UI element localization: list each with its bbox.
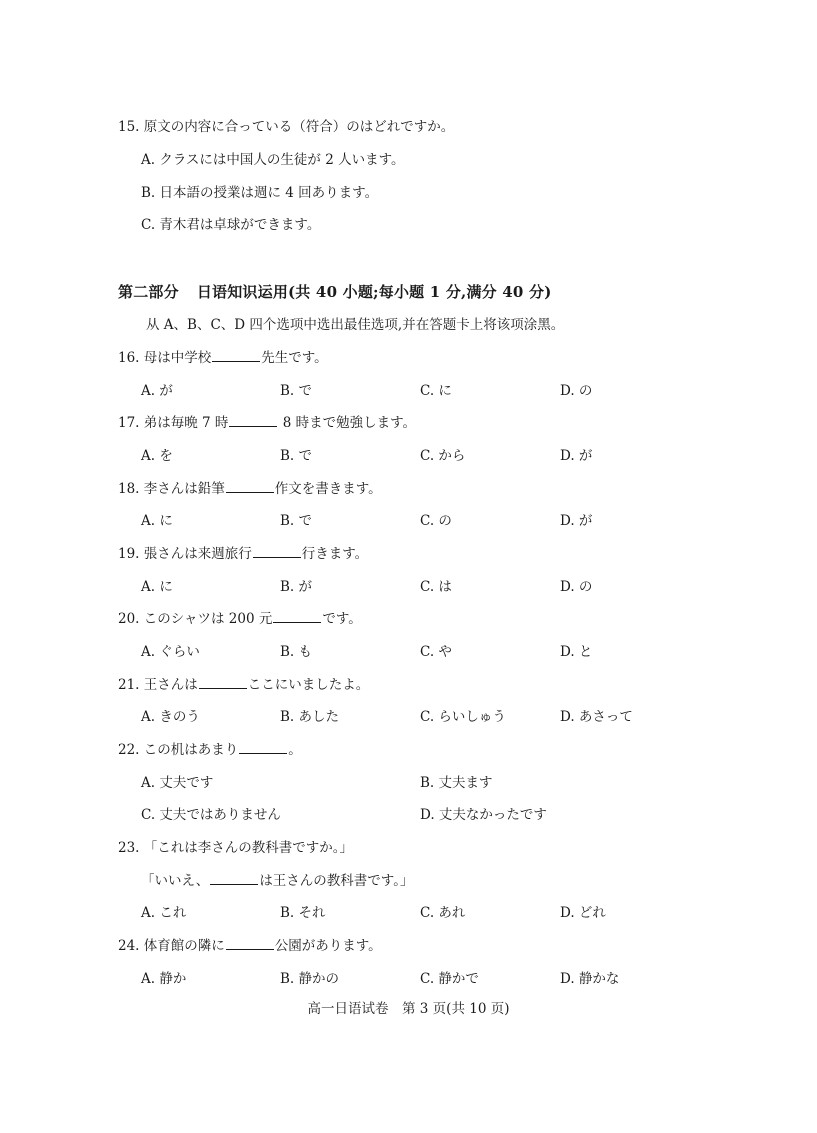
q24-stem: 24. 体育館の隣に 公園があります。 — [118, 938, 382, 954]
q24-option-c: C. 静かで — [420, 971, 479, 987]
answer-blank — [226, 937, 274, 950]
q16-stem: 16. 母は中学校 先生です。 — [118, 350, 328, 366]
q19-stem: 19. 張さんは来週旅行 行きます。 — [118, 546, 369, 562]
q21-option-c: C. らいしゅう — [420, 709, 506, 725]
q22-stem: 22. この机はあまり 。 — [118, 742, 302, 758]
q19-option-d: D. の — [560, 579, 593, 595]
section-title-left: 第二部分 — [118, 283, 179, 301]
q17-option-d: D. が — [560, 448, 593, 464]
section-title — [118, 282, 552, 302]
q24-option-b: B. 静かの — [280, 971, 340, 987]
answer-blank — [212, 349, 260, 362]
q16-option-c: C. に — [420, 383, 452, 399]
section-instruction: 从 A、B、C、D 四个选项中选出最佳选项,并在答题卡上将该项涂黑。 — [146, 317, 565, 333]
q22-option-a: A. 丈夫です — [141, 775, 214, 791]
q20-option-d: D. と — [560, 644, 593, 660]
q23-option-c: C. あれ — [420, 905, 466, 921]
answer-blank — [210, 872, 258, 885]
answer-blank — [239, 741, 287, 754]
q19-option-a: A. に — [141, 579, 173, 595]
q18-option-c: C. の — [420, 513, 452, 529]
q24-option-d: D. 静かな — [560, 971, 620, 987]
q16-option-b: B. で — [280, 383, 313, 399]
q18-option-a: A. に — [141, 513, 173, 529]
answer-blank — [226, 480, 274, 493]
q16-option-d: D. の — [560, 383, 593, 399]
q21-option-d: D. あさって — [560, 709, 633, 725]
answer-blank — [199, 676, 247, 689]
q15-option-b: B. 日本語の授業は週に 4 回あります。 — [141, 185, 379, 201]
q17-option-b: B. で — [280, 448, 313, 464]
q18-option-d: D. が — [560, 513, 593, 529]
q21-option-a: A. きのう — [141, 709, 200, 725]
q23-stem: 23. 「これは李さんの教科書ですか。」 — [118, 840, 354, 856]
q15-stem: 15. 原文の内容に合っている（符合）のはどれですか。 — [118, 119, 455, 135]
q24-option-a: A. 静か — [141, 971, 187, 987]
q16-option-a: A. が — [141, 383, 173, 399]
q22-option-d: D. 丈夫なかったです — [420, 807, 547, 823]
q15-option-a: A. クラスには中国人の生徒が 2 人います。 — [141, 152, 405, 168]
q22-option-b: B. 丈夫ます — [420, 775, 493, 791]
q21-stem: 21. 王さんは ここにいましたよ。 — [118, 677, 370, 693]
answer-blank — [229, 414, 277, 427]
q23-option-b: B. それ — [280, 905, 326, 921]
page-footer: 高一日语试卷 第 3 页(共 10 页) — [307, 1001, 510, 1017]
answer-blank — [253, 545, 301, 558]
q20-option-b: B. も — [280, 644, 313, 660]
q19-option-b: B. が — [280, 579, 313, 595]
q18-stem: 18. 李さんは鉛筆 作文を書きます。 — [118, 481, 382, 497]
section-title-right: 日语知识运用(共 40 小题;每小题 1 分,满分 40 分) — [196, 283, 552, 301]
q17-option-c: C. から — [420, 448, 466, 464]
q20-option-c: C. や — [420, 644, 452, 660]
q23-option-a: A. これ — [141, 905, 187, 921]
q23-stem-line2: 「いいえ、 は王さんの教科書です。」 — [141, 873, 414, 889]
q17-stem: 17. 弟は毎晩 7 時 8 時まで勉強します。 — [118, 415, 417, 431]
q22-option-c: C. 丈夫ではありません — [141, 807, 281, 823]
q19-option-c: C. は — [420, 579, 452, 595]
q17-option-a: A. を — [141, 448, 173, 464]
q15-option-c: C. 青木君は卓球ができます。 — [141, 217, 321, 233]
q18-option-b: B. で — [280, 513, 313, 529]
answer-blank — [273, 610, 321, 623]
q23-option-d: D. どれ — [560, 905, 606, 921]
q20-stem: 20. このシャツは 200 元 です。 — [118, 611, 362, 627]
q21-option-b: B. あした — [280, 709, 340, 725]
q20-option-a: A. ぐらい — [141, 644, 200, 660]
